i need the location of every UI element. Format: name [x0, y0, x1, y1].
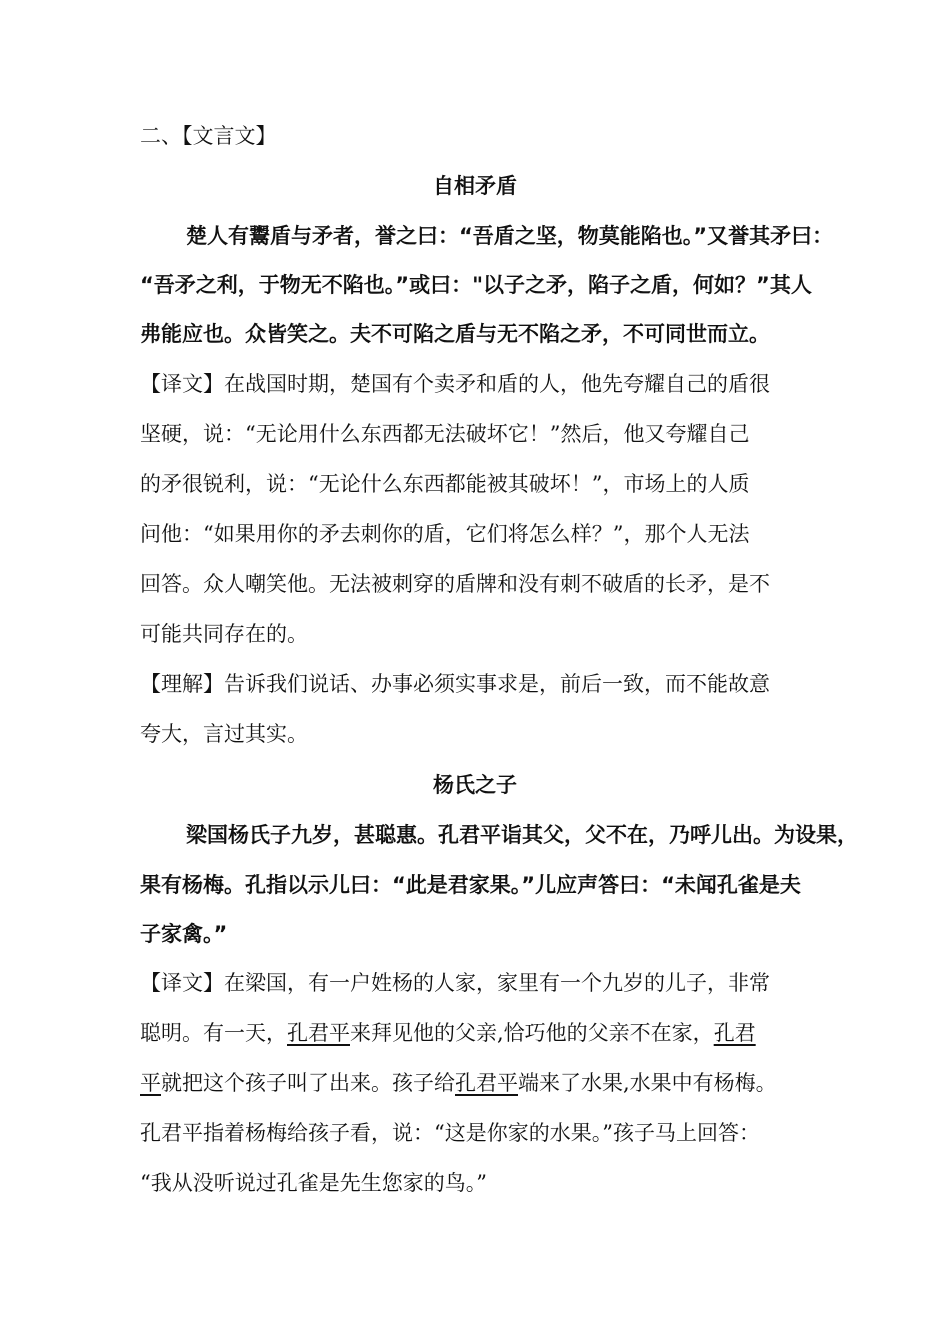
story1-translation-line: 【译文】在战国时期，楚国有个卖矛和盾的人，他先夸耀自己的盾很: [140, 372, 770, 396]
text-span: 聪明。有一天，: [140, 1021, 287, 1045]
story2-title: 杨氏之子: [433, 773, 517, 797]
story1-original-line: 弗能应也。众皆笑之。夫不可陷之盾与无不陷之矛，不可同世而立。: [140, 322, 770, 346]
story1-translation-line: 坚硬，说：“无论用什么东西都无法破坏它！”然后，他又夸耀自己: [140, 422, 750, 446]
underlined-name: 平: [140, 1071, 161, 1095]
underlined-name: 孔君平: [455, 1071, 518, 1095]
section-heading: 二、【文言文】: [140, 124, 277, 148]
underlined-name: 孔君: [713, 1021, 756, 1045]
story2-original-line: 梁国杨氏子九岁，甚聪惠。孔君平诣其父，父不在，乃呼儿出。为设果，: [186, 823, 858, 847]
story1-original-line: “吾矛之利，于物无不陷也。”或曰："以子之矛，陷子之盾，何如？”其人: [140, 273, 812, 297]
story1-understanding-line: 【理解】告诉我们说话、办事必须实事求是，前后一致，而不能故意: [140, 672, 770, 696]
story1-original-line: 楚人有鬻盾与矛者，誉之曰：“吾盾之坚，物莫能陷也。”又誉其矛曰：: [186, 224, 834, 248]
story2-original-line: 果有杨梅。孔指以示儿曰：“此是君家果。”儿应声答曰：“未闻孔雀是夫: [140, 873, 801, 897]
story1-translation-line: 问他：“如果用你的矛去刺你的盾，它们将怎么样？”，那个人无法: [140, 522, 750, 546]
story1-translation-line: 的矛很锐利，说：“无论什么东西都能被其破坏！”，市场上的人质: [140, 472, 750, 496]
story2-translation-line: [140, 1069, 777, 1097]
story2-translation-line: “我从没听说过孔雀是先生您家的鸟。”: [140, 1171, 487, 1195]
story1-understanding-line: 夸大，言过其实。: [140, 722, 308, 746]
story2-translation-line: 【译文】在梁国，有一户姓杨的人家，家里有一个九岁的儿子，非常: [140, 971, 770, 995]
story1-title: 自相矛盾: [433, 174, 517, 198]
text-span: 端来了水果,水果中有杨梅。: [518, 1071, 777, 1095]
story2-translation-line: [140, 1019, 756, 1047]
text-span: 就把这个孩子叫了出来。孩子给: [161, 1071, 455, 1095]
story2-original-line: 子家禽。”: [140, 922, 228, 946]
story1-translation-line: 回答。众人嘲笑他。无法被刺穿的盾牌和没有刺不破盾的长矛，是不: [140, 572, 770, 596]
story2-translation-line: 孔君平指着杨梅给孩子看，说：“这是你家的水果。”孩子马上回答：: [140, 1121, 760, 1145]
story1-translation-line: 可能共同存在的。: [140, 622, 308, 646]
text-span: 来拜见他的父亲,恰巧他的父亲不在家，: [350, 1021, 714, 1045]
underlined-name: 孔君平: [287, 1021, 350, 1045]
